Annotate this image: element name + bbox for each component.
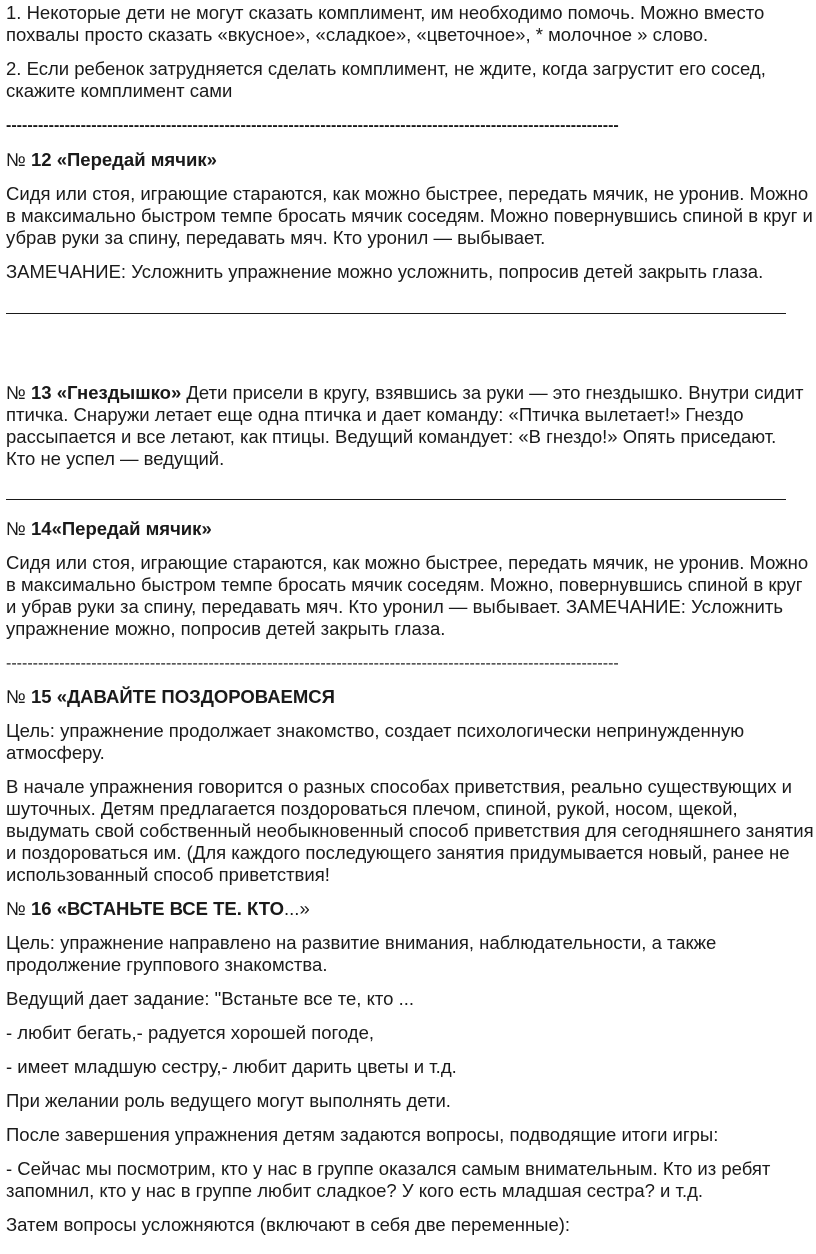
paragraph-tip-2: 2. Если ребенок затрудняется сделать комплимент, не ждите, когда загрустит его сосед, скажите комплимент сами [6,58,766,101]
game-15-heading [6,686,335,708]
number-sign: № [6,382,31,403]
game-14-text: Сидя или стоя, играющие стараются, как можно быстрее, передать мячик, не уронив. Можно в максимально быстром темпе бросать мячик соседям. Можно, повернувшись спиной в круг и убрав руки за спину, передавать мяч. Кто уронил — выбывает. ЗАМЕЧАНИЕ: Усложнить упражнение можно, попросив детей закрыть глаза. [6,552,809,639]
game-16-line-1: Ведущий дает задание: "Встаньте все те, кто ... [6,988,415,1009]
game-16-heading [6,898,310,920]
game-14-title: 14«Передай мячик» [31,518,212,539]
game-15-title: 15 «ДАВАЙТЕ ПОЗДОРОВАЕМСЯ [31,686,335,707]
game-12-text: Сидя или стоя, играющие стараются, как можно быстрее, передать мячик, не уронив. Можно в максимально быстром темпе бросать мячик соседям. Можно повернувшись спиной в круг и убрав руки за спину, передавать мяч. Кто уронил — выбывает. [6,183,813,248]
game-16-line-5: После завершения упражнения детям задаются вопросы, подводящие итоги игры: [6,1124,719,1145]
game-12-heading [6,149,217,171]
game-14-heading [6,518,212,540]
dashed-separator-1: ------------------------------------------------------------------------------------------------------------------- [6,117,619,134]
game-16-line-3: - имеет младшую сестру,- любит дарить цветы и т.д. [6,1056,457,1077]
game-15-goal: Цель: упражнение продолжает знакомство, создает психологически непринужденную атмосферу. [6,720,745,763]
horizontal-rule-2 [6,499,786,500]
game-16-title-tail: ...» [284,898,310,919]
game-12-title: 12 «Передай мячик» [31,149,217,170]
game-16-line-6: - Сейчас мы посмотрим, кто у нас в группе оказался самым внимательным. Кто из ребят запомнил, кто у нас в группе любит сладкое? У кого есть младшая сестра? и т.д. [6,1158,771,1201]
number-sign: № [6,898,31,919]
dashed-separator-2: ------------------------------------------------------------------------------------------------------------------- [6,655,619,672]
game-16-line-4: При желании роль ведущего могут выполнять дети. [6,1090,451,1111]
game-16-line-7: Затем вопросы усложняются (включают в себя две переменные): [6,1214,571,1235]
game-16-goal: Цель: упражнение направлено на развитие внимания, наблюдательности, а также продолжение группового знакомства. [6,932,717,975]
game-13-text: Дети присели в кругу, взявшись за руки — это гнездышко. Внутри сидит птичка. Снаружи летает еще одна птичка и дает команду: «Птичка вылетает!» Гнездо рассыпается и все летают, как птицы. Ведущий командует: «В гнездо!» Опять приседают. Кто не успел — ведущий. [6,382,804,469]
number-sign: № [6,686,31,707]
horizontal-rule-1 [6,313,786,314]
game-15-text: В начале упражнения говорится о разных способах приветствия, реально существующих и шуточных. Детям предлагается поздороваться плечом, спиной, рукой, носом, щекой, выдумать свой собственный необыкновенный способ приветствия для сегодняшнего занятия и поздороваться им. (Для каждого последующего занятия придумывается новый, ранее не использованный способ приветствия! [6,776,814,885]
game-13-paragraph [6,382,806,470]
game-16-line-2: - любит бегать,- радуется хорошей погоде, [6,1022,374,1043]
paragraph-tip-1: 1. Некоторые дети не могут сказать комплимент, им необходимо помочь. Можно вместо похвалы просто сказать «вкусное», «сладкое», «цветочное», * молочное » слово. [6,2,765,45]
game-13-title: 13 «Гнездышко» [31,382,182,403]
game-12-note: ЗАМЕЧАНИЕ: Усложнить упражнение можно усложнить, попросив детей закрыть глаза. [6,261,764,282]
number-sign: № [6,518,31,539]
game-16-title: 16 «ВСТАНЬТЕ ВСЕ ТЕ. КТО [31,898,285,919]
number-sign: № [6,149,31,170]
